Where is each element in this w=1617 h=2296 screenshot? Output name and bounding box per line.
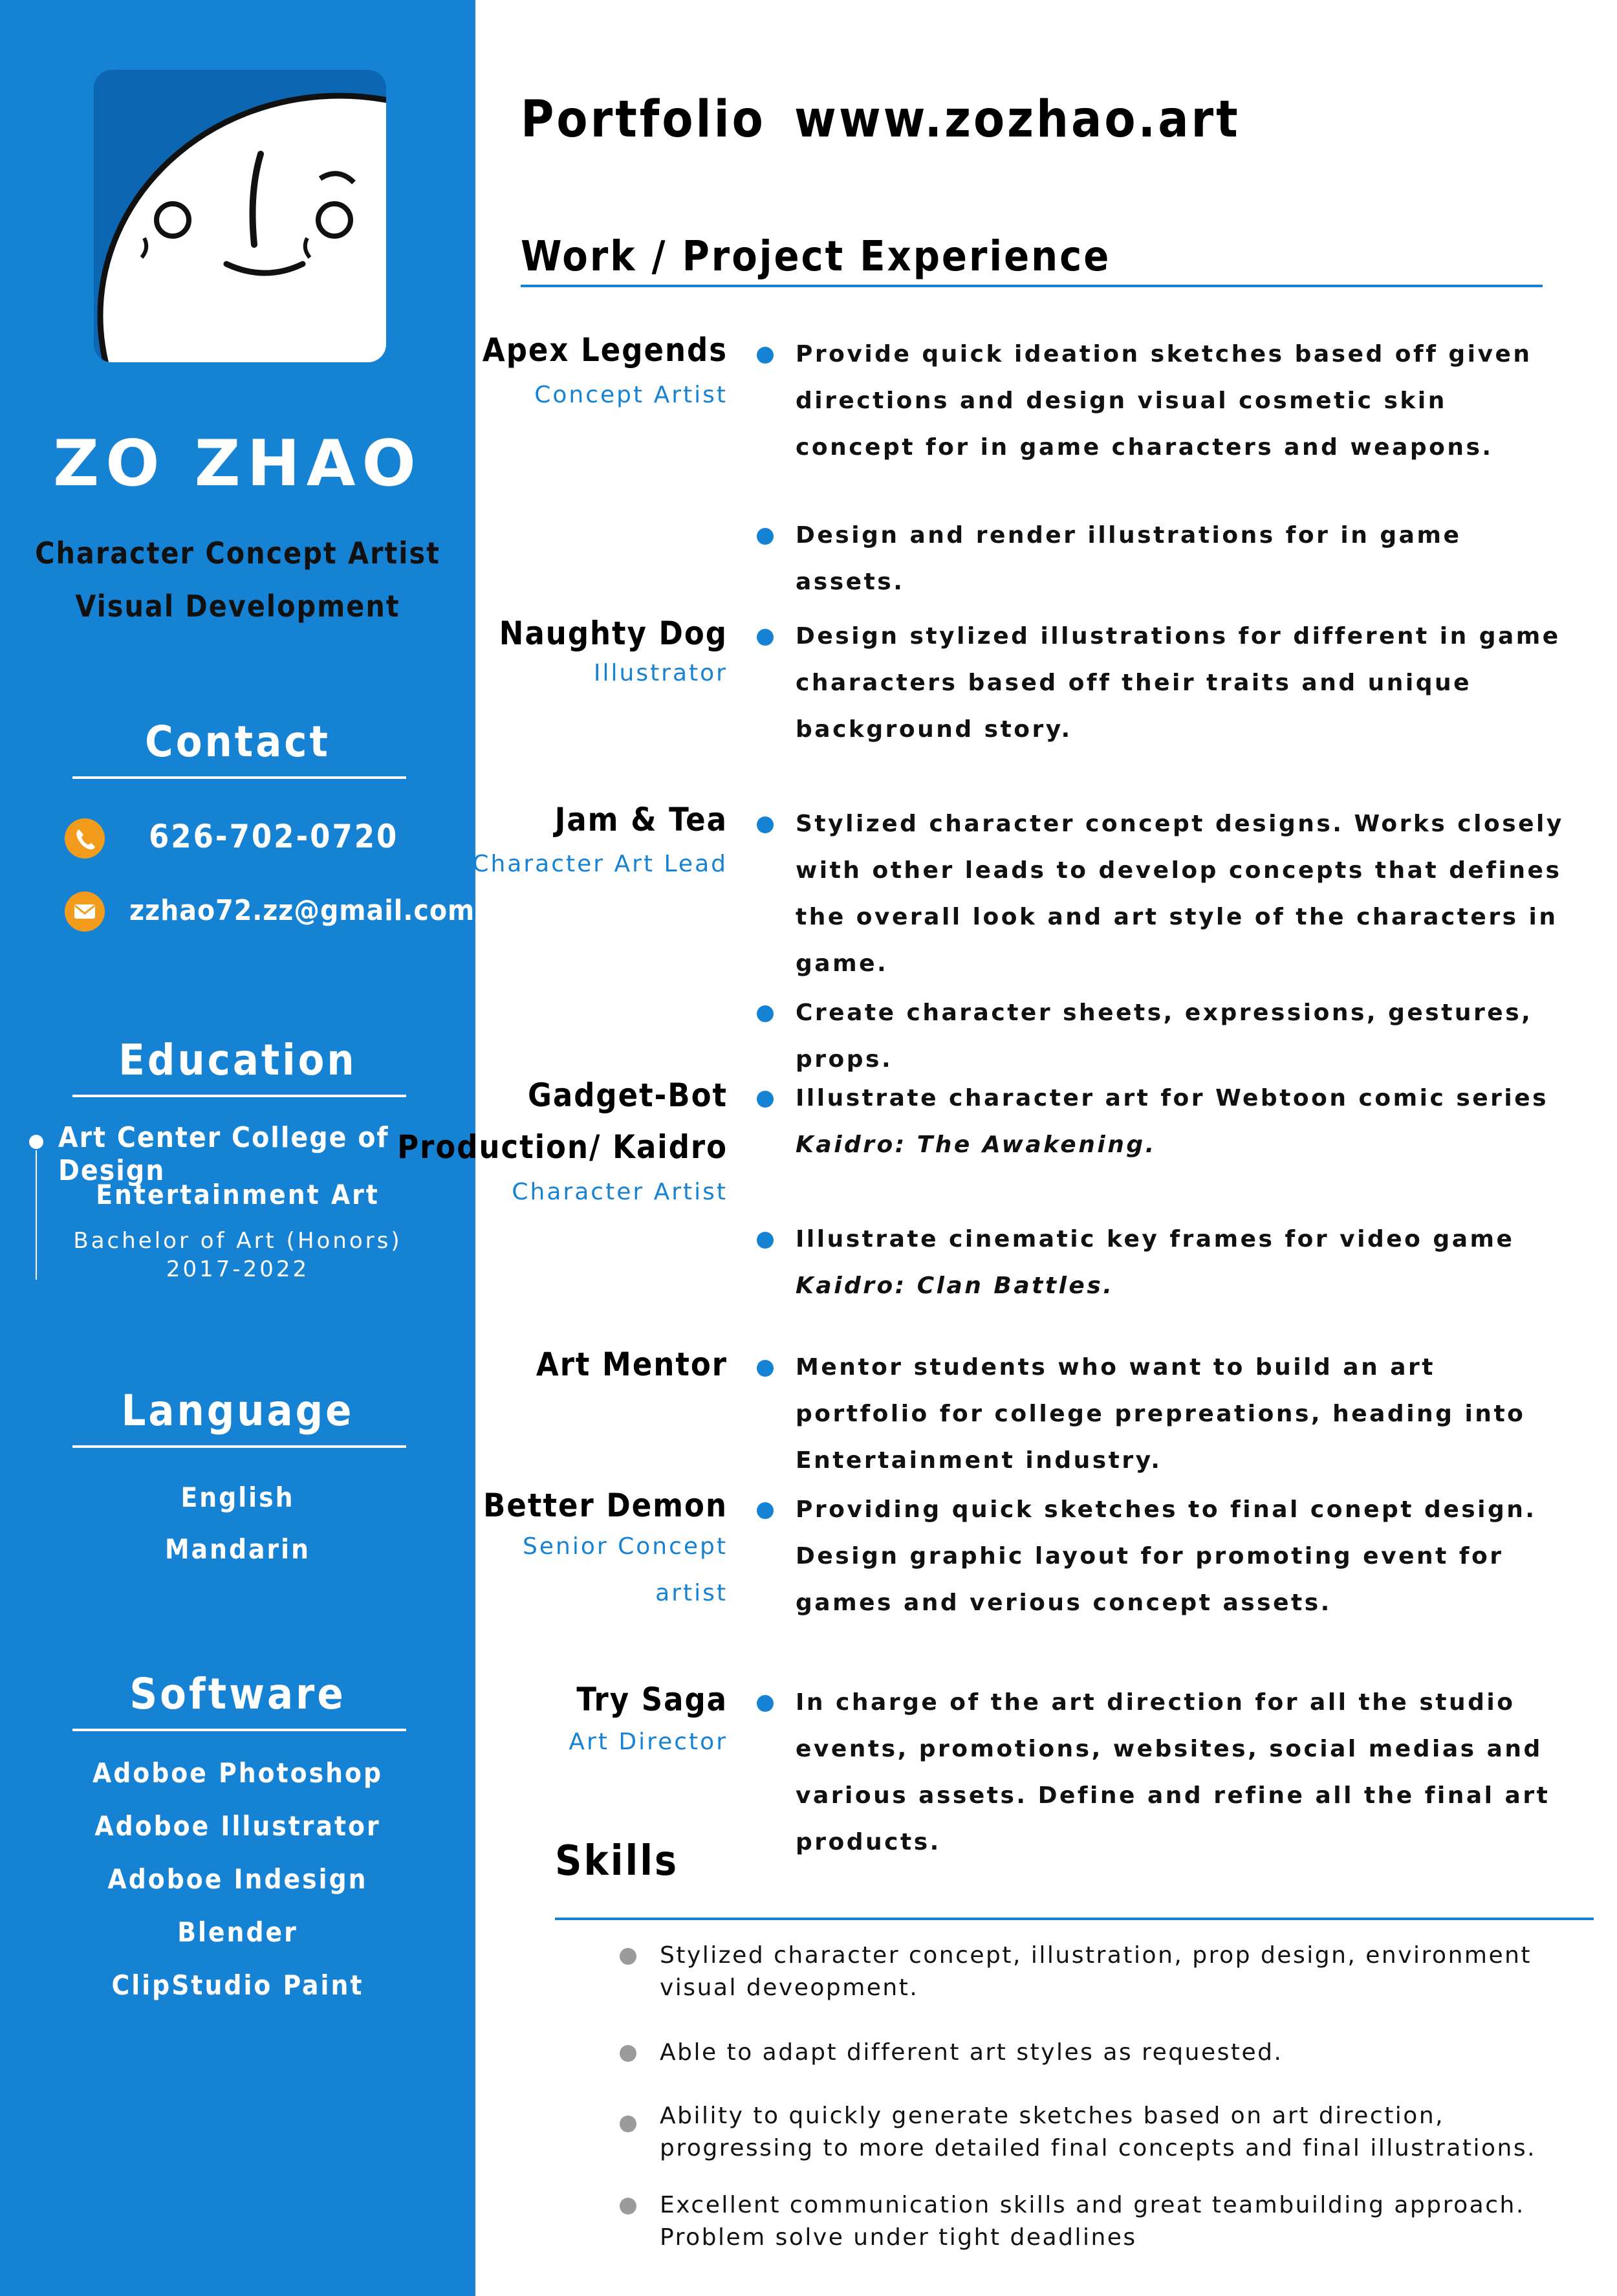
skill-bullet-icon [620,2045,636,2062]
job-subtitle: Visual Development [75,589,400,624]
software-divider [72,1729,406,1731]
face-illustration-icon [94,70,386,362]
company-name: Try Saga [576,1681,728,1718]
software-item: Blender [177,1916,298,1948]
degree: Bachelor of Art (Honors) [73,1228,402,1254]
school-name: Art Center College of Design [58,1121,389,1187]
contact-divider [72,776,406,779]
company-name: Apex Legends [482,331,728,369]
portfolio-url[interactable]: www.zozhao.art [794,91,1241,149]
education-divider [72,1095,406,1097]
job-role: Art Director [569,1729,728,1755]
company-name: Art Mentor [536,1346,728,1383]
company-name: Jam & Tea [554,801,728,838]
skill-bullet-icon [620,2198,636,2214]
skill-item: Ability to quickly generate sketches based on art direction, progressing to more detailed final concepts and final illustrations. [660,2103,1537,2161]
company-name-line2: Production/ Kaidro [397,1128,728,1166]
skill-item: Able to adapt different art styles as requested. [660,2039,1283,2066]
bullet-icon [757,528,774,545]
bullet-icon [757,347,774,364]
job-bullet: In charge of the art direction for all the studio events, promotions, websites, social medias and various assets. Define and refine all the final art products. [796,1689,1550,1855]
skills-divider [555,1918,1594,1920]
software-item: ClipStudio Paint [111,1969,364,2001]
software-item: Adoboe Photoshop [92,1757,384,1789]
job-role: Character Artist [512,1179,728,1205]
major: Entertainment Art [96,1179,380,1210]
bullet-icon [757,1502,774,1519]
work-heading: Work / Project Experience [521,233,1111,281]
email-address[interactable]: zzhao72.zz@gmail.com [129,894,475,927]
job-bullet: Stylized character concept designs. Works closely with other leads to develop concepts that defines the overall look and art style of the characters in game. [796,811,1564,977]
software-item: Adoboe Indesign [107,1863,368,1895]
email-icon [65,891,105,932]
software-item: Adoboe Illustrator [94,1810,381,1842]
language-item: English [180,1481,295,1513]
portfolio-label: Portfolio [521,91,766,149]
skill-bullet-icon [620,2116,636,2132]
phone-icon [65,818,105,858]
job-bullet: Providing quick sketches to final conept design. Design graphic layout for promoting event for games and verious concept assets. [796,1496,1537,1616]
skill-item: Excellent communication skills and great teambuilding approach. Problem solve under tight deadlines [660,2192,1525,2251]
bullet-icon [757,1091,774,1108]
years: 2017-2022 [166,1256,310,1282]
language-heading: Language [121,1386,354,1436]
job-title: Character Concept Artist [35,536,440,571]
job-bullet: Provide quick ideation sketches based off given directions and design visual cosmetic skin concept for in game characters and weapons. [796,341,1532,461]
bullet-icon [757,1360,774,1377]
job-role-line2: artist [655,1580,728,1606]
job-role: Concept Artist [534,382,728,408]
contact-heading: Contact [145,717,331,767]
skills-heading: Skills [555,1837,679,1885]
job-bullet: Mentor students who want to build an art portfolio for college prepreations, heading into Entertainment industry. [796,1354,1526,1474]
job-bullet: Design stylized illustrations for different in game characters based off their traits and unique background story. [796,623,1561,743]
language-item: Mandarin [164,1533,311,1565]
phone-number[interactable]: 626-702-0720 [149,818,399,855]
job-role: Character Art Lead [472,851,728,877]
language-divider [72,1445,406,1448]
bullet-icon [757,1695,774,1712]
timeline-dot-icon [29,1135,43,1149]
bullet-icon [757,629,774,646]
avatar [94,70,386,362]
bullet-icon [757,1005,774,1022]
job-role: Illustrator [593,660,728,686]
work-divider [521,285,1543,287]
job-bullet: Create character sheets, expressions, gestures, props. [796,1000,1533,1073]
job-role: Senior Concept [523,1533,728,1560]
bullet-icon [757,816,774,833]
company-name: Naughty Dog [499,615,728,652]
skill-item: Stylized character concept, illustration, prop design, environment visual deveopment. [660,1942,1532,2001]
skill-bullet-icon [620,1948,636,1965]
bullet-icon [757,1232,774,1249]
company-name: Better Demon [483,1487,728,1524]
job-bullet: Illustrate character art for Webtoon comic series Kaidro: The Awakening. [796,1085,1549,1158]
software-heading: Software [129,1669,346,1719]
person-name: ZO ZHAO [53,427,422,501]
job-bullet: Illustrate cinematic key frames for video game Kaidro: Clan Battles. [796,1226,1515,1299]
job-bullet: Design and render illustrations for in game assets. [796,522,1462,595]
company-name: Gadget-Bot [527,1077,728,1114]
education-heading: Education [118,1035,357,1085]
